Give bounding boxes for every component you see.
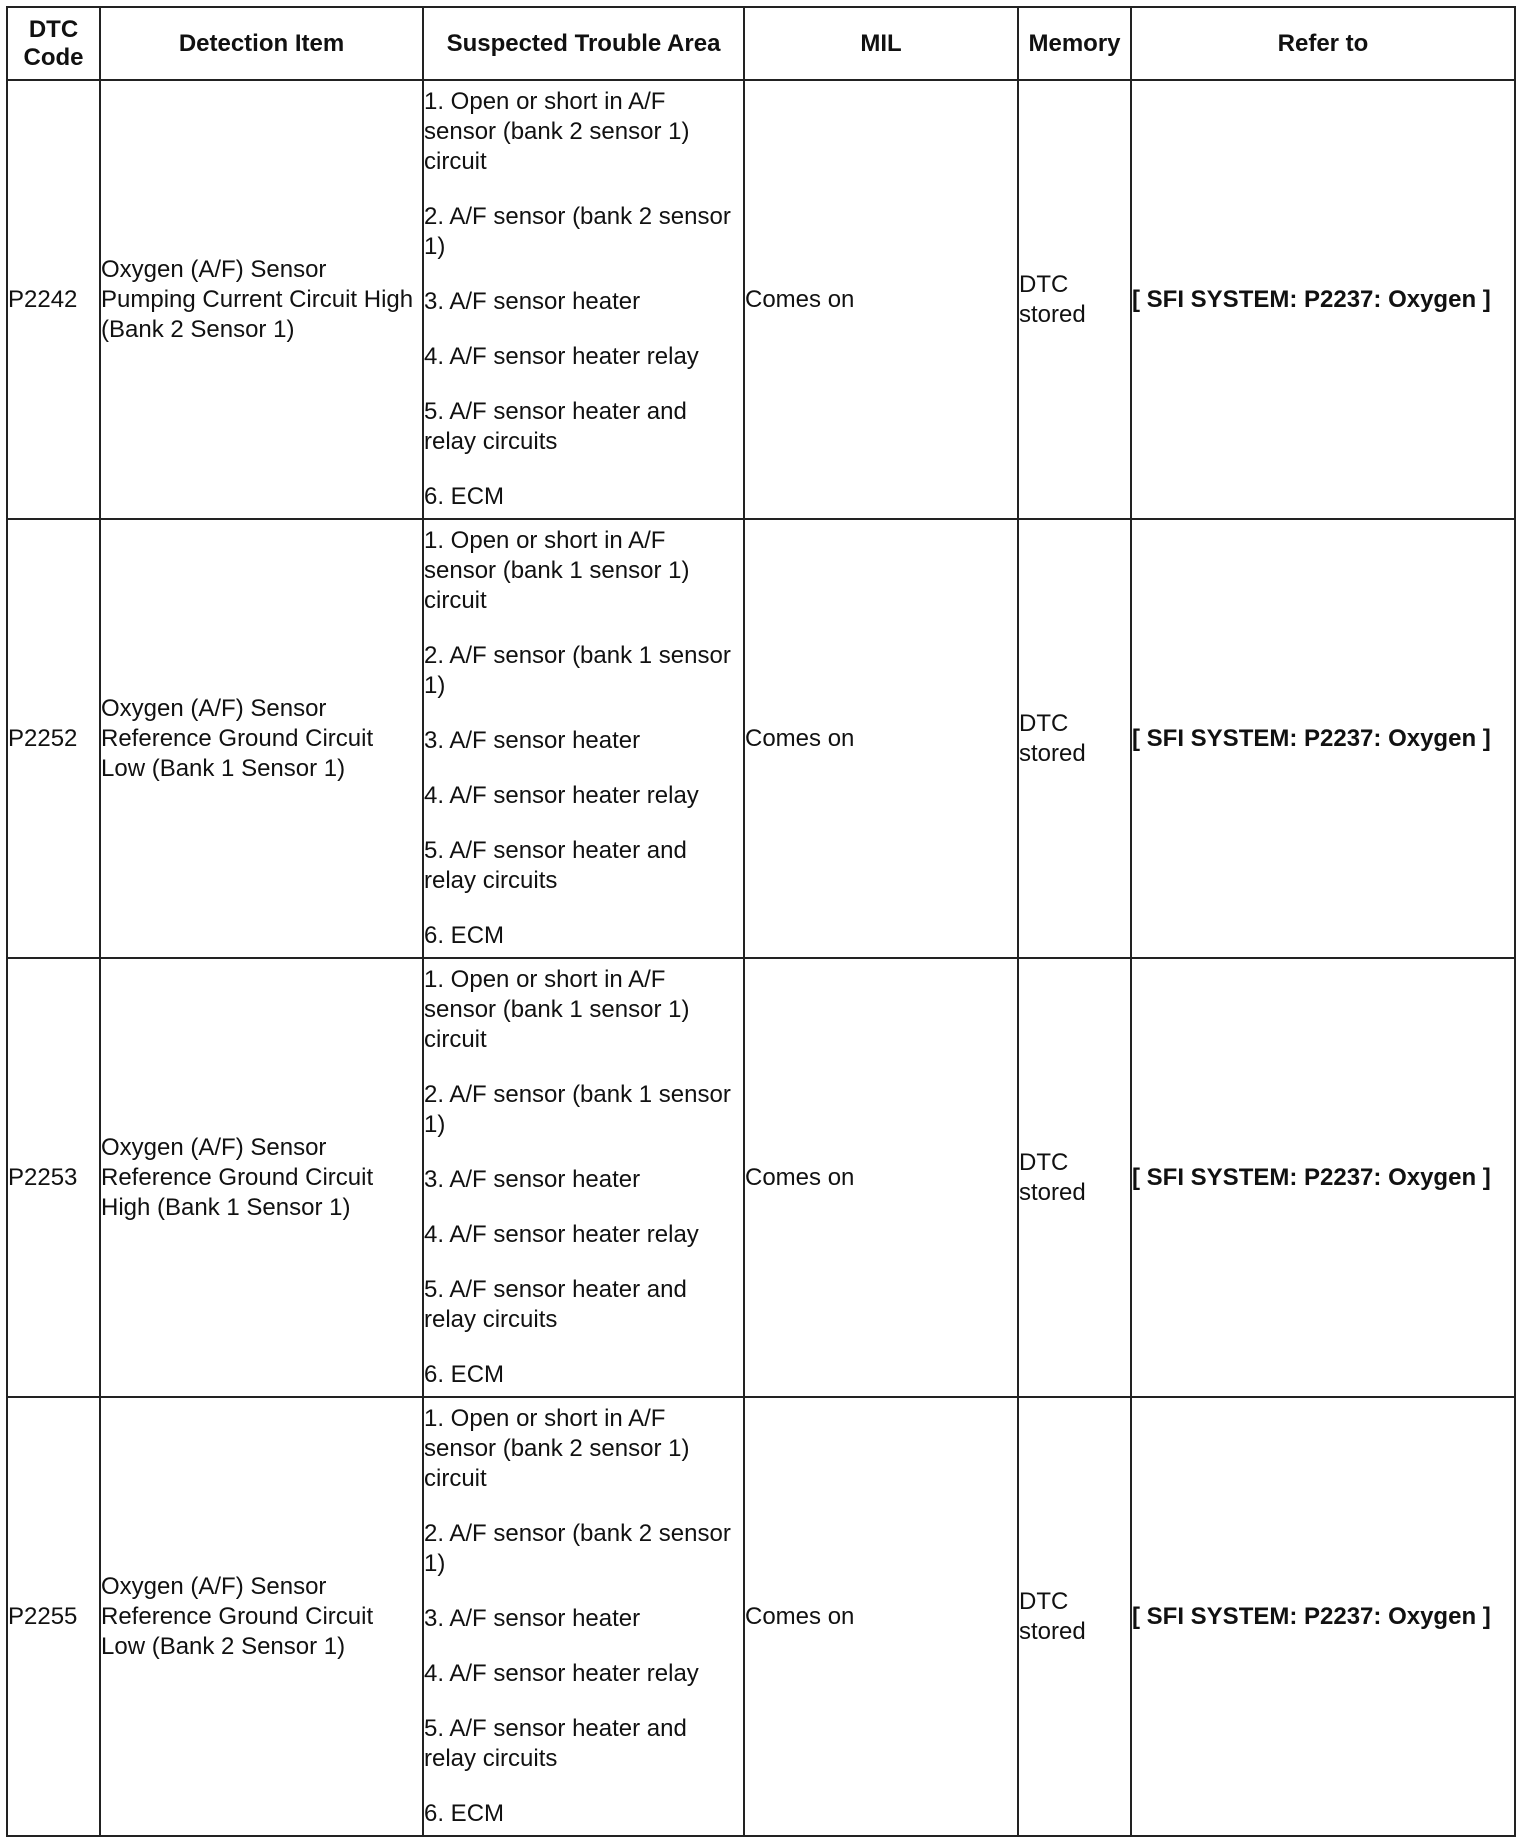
memory-status: DTC stored [1018,519,1131,958]
trouble-area-item: 4. A/F sensor heater relay [424,343,699,370]
dtc-table [6,6,1516,1837]
trouble-area-item: 1. Open or short in A/F sensor (bank 2 sensor 1) circuit [424,88,690,175]
trouble-area-item: 2. A/F sensor (bank 2 sensor 1) [424,203,731,260]
detection-item: Oxygen (A/F) Sensor Pumping Current Circuit High (Bank 2 Sensor 1) [100,80,423,519]
header-mil: MIL [744,7,1018,80]
refer-to-link[interactable]: [ SFI SYSTEM: P2237: Oxygen ] [1131,80,1515,519]
table-row [7,1397,1515,1836]
mil-status: Comes on [744,958,1018,1397]
table-row [7,958,1515,1397]
trouble-area-item: 3. A/F sensor heater [424,727,641,754]
dtc-code: P2255 [7,1397,100,1836]
trouble-area-item: 4. A/F sensor heater relay [424,782,699,809]
refer-to-link[interactable]: [ SFI SYSTEM: P2237: Oxygen ] [1131,519,1515,958]
trouble-area-item: 6. ECM [424,922,505,949]
dtc-code: P2252 [7,519,100,958]
trouble-area-item: 5. A/F sensor heater and relay circuits [424,1276,687,1333]
trouble-area-item: 2. A/F sensor (bank 1 sensor 1) [424,642,731,699]
header-detection-item: Detection Item [100,7,423,80]
suspected-trouble-area [423,1397,744,1836]
memory-status: DTC stored [1018,80,1131,519]
mil-status: Comes on [744,80,1018,519]
trouble-area-item: 6. ECM [424,1800,505,1827]
header-dtc-code: DTC Code [7,7,100,80]
trouble-area-list [424,965,743,1390]
mil-status: Comes on [744,519,1018,958]
suspected-trouble-area [423,519,744,958]
trouble-area-item: 3. A/F sensor heater [424,1605,641,1632]
suspected-trouble-area [423,80,744,519]
dtc-code: P2242 [7,80,100,519]
trouble-area-item: 5. A/F sensor heater and relay circuits [424,837,687,894]
trouble-area-item: 4. A/F sensor heater relay [424,1660,699,1687]
trouble-area-item: 6. ECM [424,483,505,510]
header-memory: Memory [1018,7,1131,80]
detection-item: Oxygen (A/F) Sensor Reference Ground Circuit High (Bank 1 Sensor 1) [100,958,423,1397]
trouble-area-list [424,87,743,512]
header-refer-to: Refer to [1131,7,1515,80]
refer-to-link[interactable]: [ SFI SYSTEM: P2237: Oxygen ] [1131,958,1515,1397]
suspected-trouble-area [423,958,744,1397]
dtc-code: P2253 [7,958,100,1397]
memory-status: DTC stored [1018,1397,1131,1836]
trouble-area-list [424,1404,743,1829]
trouble-area-item: 6. ECM [424,1361,505,1388]
trouble-area-item: 1. Open or short in A/F sensor (bank 1 sensor 1) circuit [424,966,690,1053]
refer-to-link[interactable]: [ SFI SYSTEM: P2237: Oxygen ] [1131,1397,1515,1836]
trouble-area-item: 2. A/F sensor (bank 1 sensor 1) [424,1081,731,1138]
mil-status: Comes on [744,1397,1018,1836]
detection-item: Oxygen (A/F) Sensor Reference Ground Circuit Low (Bank 1 Sensor 1) [100,519,423,958]
trouble-area-item: 4. A/F sensor heater relay [424,1221,699,1248]
table-row [7,519,1515,958]
trouble-area-item: 3. A/F sensor heater [424,1166,641,1193]
trouble-area-item: 3. A/F sensor heater [424,288,641,315]
detection-item: Oxygen (A/F) Sensor Reference Ground Circuit Low (Bank 2 Sensor 1) [100,1397,423,1836]
trouble-area-list [424,526,743,951]
trouble-area-item: 1. Open or short in A/F sensor (bank 1 sensor 1) circuit [424,527,690,614]
trouble-area-item: 5. A/F sensor heater and relay circuits [424,1715,687,1772]
table-row [7,80,1515,519]
memory-status: DTC stored [1018,958,1131,1397]
table-header-row [7,7,1515,80]
header-suspected-trouble-area: Suspected Trouble Area [423,7,744,80]
trouble-area-item: 5. A/F sensor heater and relay circuits [424,398,687,455]
trouble-area-item: 2. A/F sensor (bank 2 sensor 1) [424,1520,731,1577]
trouble-area-item: 1. Open or short in A/F sensor (bank 2 sensor 1) circuit [424,1405,690,1492]
